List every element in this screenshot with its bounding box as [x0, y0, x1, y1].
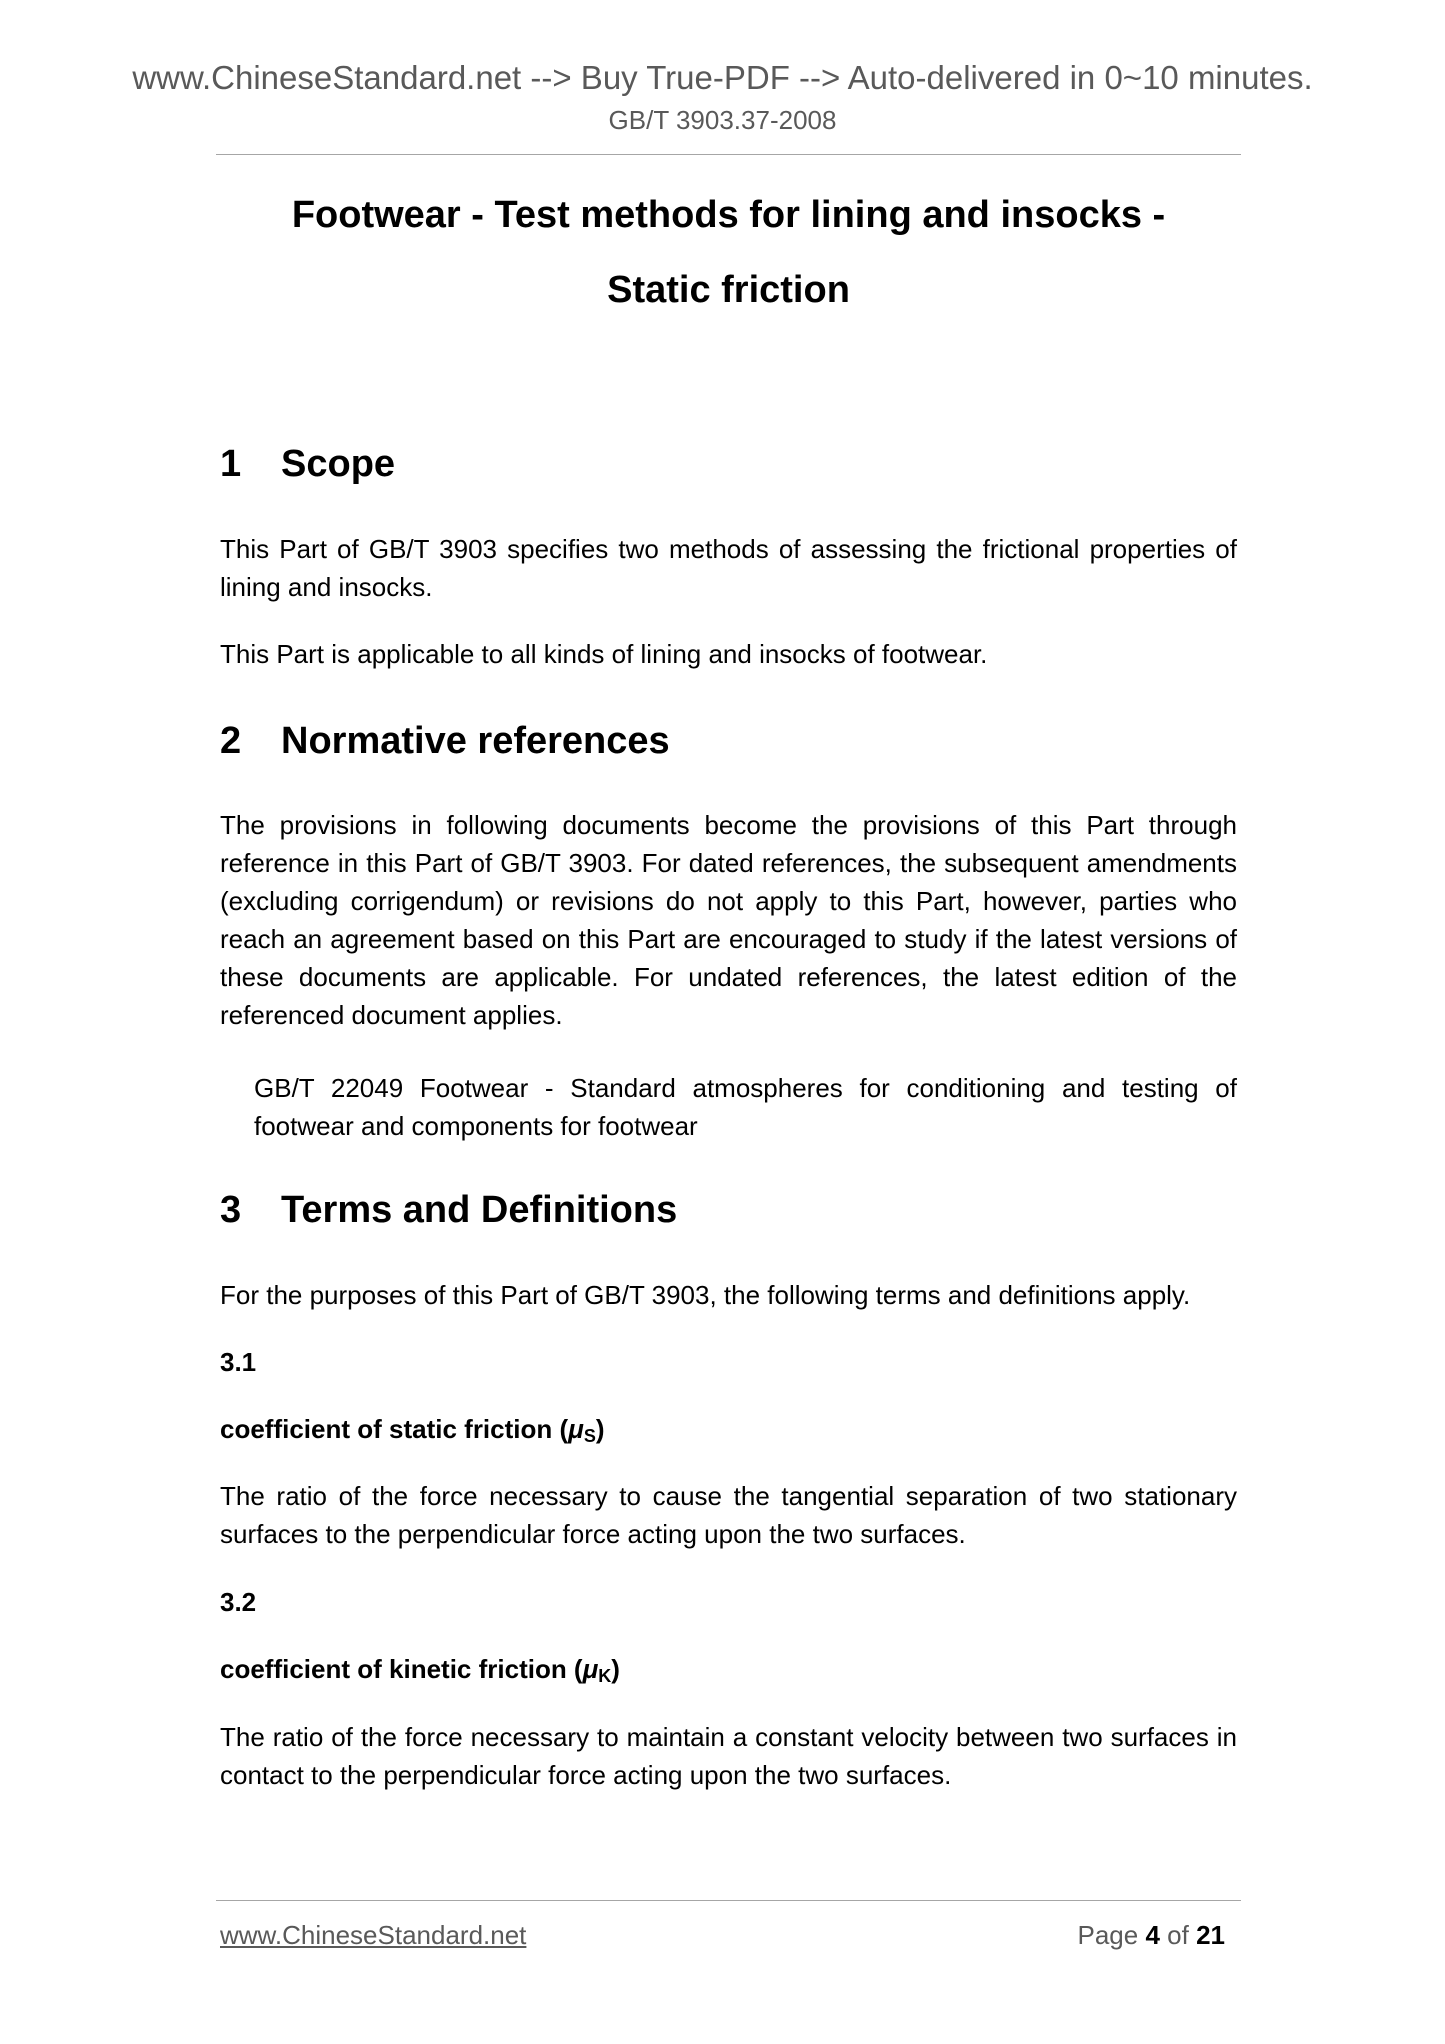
scope-paragraph-2: This Part is applicable to all kinds of lining and insocks of footwear. — [220, 639, 988, 669]
section-title: Terms and Definitions — [281, 1189, 678, 1231]
header-divider — [216, 154, 1241, 155]
term-label: coefficient of static friction ( — [220, 1414, 569, 1444]
section-number: 2 — [220, 720, 242, 762]
section-heading-terms-definitions — [220, 1187, 677, 1233]
section-number: 1 — [220, 443, 242, 485]
footer-divider — [216, 1900, 1241, 1901]
term-number-3-2: 3.2 — [220, 1587, 257, 1617]
term-symbol: μ — [582, 1654, 599, 1684]
header-banner: www.ChineseStandard.net --> Buy True-PDF --> Auto-delivered in 0~10 minutes. — [132, 59, 1313, 96]
document-title-line2: Static friction — [607, 269, 850, 311]
term-definition-static-friction: The ratio of the force necessary to cause the tangential separation of two stationary surfaces to the perpendicular force acting upon the two surfaces. — [220, 1481, 1237, 1549]
section-heading-normative-references — [220, 718, 670, 764]
page-total: 21 — [1196, 1920, 1225, 1950]
section-number: 3 — [220, 1189, 242, 1231]
page-of: of — [1167, 1920, 1189, 1950]
footer-site-link[interactable]: www.ChineseStandard.net — [220, 1920, 527, 1950]
section-heading-scope — [220, 441, 395, 487]
terms-intro-paragraph: For the purposes of this Part of GB/T 3903, the following terms and definitions apply. — [220, 1280, 1191, 1310]
term-heading-static-friction — [220, 1410, 1237, 1455]
header-standard-code: GB/T 3903.37-2008 — [608, 105, 837, 135]
section-title: Normative references — [281, 720, 670, 762]
term-definition-kinetic-friction: The ratio of the force necessary to maintain a constant velocity between two surfaces in contact to the perpendicular force acting upon the two surfaces. — [220, 1722, 1237, 1790]
term-subscript: S — [583, 1426, 596, 1446]
term-close: ) — [611, 1654, 620, 1684]
term-symbol: μ — [568, 1414, 584, 1444]
page-label: Page — [1077, 1920, 1139, 1950]
normative-paragraph-1: The provisions in following documents become the provisions of this Part through reference in this Part of GB/T 3903. For dated references, the subsequent amendments (excluding corrigendum) or revisions do not apply to this Part, however, parties who reach an agreement based on this Part are encouraged to study if the latest versions of these documents are applicable. For undated references, the latest edition of the referenced document applies. — [220, 810, 1237, 1030]
term-label: coefficient of kinetic friction ( — [220, 1654, 583, 1684]
scope-paragraph-1: This Part of GB/T 3903 specifies two methods of assessing the frictional properties of lining and insocks. — [220, 534, 1237, 602]
term-subscript: K — [598, 1666, 612, 1686]
term-heading-kinetic-friction — [220, 1650, 1237, 1695]
term-close: ) — [595, 1414, 605, 1444]
footer-page-number — [1077, 1918, 1225, 1952]
page-current: 4 — [1145, 1920, 1160, 1950]
term-number-3-1: 3.1 — [220, 1347, 257, 1377]
normative-reference-1: GB/T 22049 Footwear - Standard atmospheres for conditioning and testing of footwear and components for footwear — [254, 1073, 1237, 1141]
document-title-line1: Footwear - Test methods for lining and insocks - — [291, 194, 1166, 236]
section-title: Scope — [281, 443, 396, 485]
